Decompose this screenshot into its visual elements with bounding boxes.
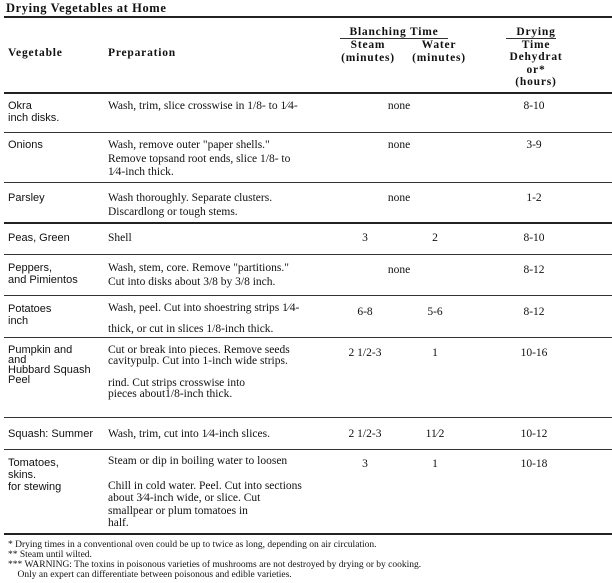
header-rule <box>4 92 612 94</box>
preparation-cell: Wash, stem, core. Remove "partitions." Cut into disks about 3/8 by 3/8 inch. <box>108 262 289 288</box>
page-title: Drying Vegetables at Home <box>6 1 167 15</box>
blanching-none-cell: none <box>387 139 411 151</box>
steam-minutes-cell: 6-8 <box>357 306 373 318</box>
drying-underline <box>506 38 556 39</box>
vegetable-cell: Squash: Summer <box>8 428 93 440</box>
header-water: Water (minutes) <box>412 39 466 64</box>
row-divider <box>4 337 612 338</box>
vegetable-cell: Parsley <box>8 192 45 204</box>
steam-minutes-cell: 3 <box>362 458 368 470</box>
vegetable-cell: Okra inch disks. <box>8 100 60 124</box>
row-divider <box>4 182 612 183</box>
preparation-cell: Wash, trim, cut into 1⁄4-inch slices. <box>108 428 270 440</box>
header-blanching-time: Blanching Time <box>349 26 439 38</box>
water-minutes-cell: 1 <box>432 347 438 359</box>
row-divider <box>4 295 612 296</box>
table-bottom-rule <box>4 533 612 535</box>
blanching-none-cell: none <box>387 100 411 112</box>
row-divider <box>4 132 612 133</box>
footnote-drying-times: * Drying times in a conventional oven could be up to twice as long, depending on air circulation. <box>8 540 377 550</box>
preparation-cell: Cut or break into pieces. Remove seeds cavitypulp. Cut into 1-inch wide strips. rind. Cut strips crosswise into pieces about1/8-inch thick. <box>108 344 290 400</box>
title-rule <box>4 16 612 18</box>
water-minutes-cell: 1 <box>432 458 438 470</box>
drying-time-cell: 10-12 <box>520 428 548 440</box>
header-preparation: Preparation <box>108 47 176 59</box>
row-divider <box>4 222 612 224</box>
drying-time-cell: 3-9 <box>526 139 542 151</box>
preparation-cell: Wash thoroughly. Separate clusters. Discardlong or tough stems. <box>108 192 273 218</box>
water-minutes-cell: 5-6 <box>427 306 443 318</box>
header-steam: Steam (minutes) <box>341 39 395 64</box>
drying-time-cell: 8-12 <box>523 264 545 276</box>
vegetable-cell: Onions <box>8 139 43 151</box>
footnote-warning: *** WARNING: The toxins in poisonous varieties of mushrooms are not destroyed by drying or by cooking. <box>8 560 422 570</box>
steam-minutes-cell: 2 1/2-3 <box>348 428 382 440</box>
preparation-cell: Steam or dip in boiling water to loosen Chill in cold water. Peel. Cut into sections about 3⁄4-inch wide, or slice. Cut smallpear or plum tomatoes in half. <box>108 455 302 530</box>
vegetable-cell: Tomatoes, skins. for stewing <box>8 457 62 493</box>
preparation-cell: Shell <box>108 232 132 244</box>
vegetable-cell: Pumpkin and and Hubbard Squash Peel <box>8 344 91 386</box>
vegetable-cell: Potatoes inch <box>8 303 52 327</box>
drying-time-cell: 8-12 <box>523 306 545 318</box>
drying-time-cell: 8-10 <box>523 100 545 112</box>
preparation-cell: Wash, remove outer "paper shells." Remove topsand root ends, slice 1/8- to 1⁄4-inch thick. <box>108 139 291 178</box>
row-divider <box>4 449 612 450</box>
water-minutes-cell: 11⁄2 <box>425 428 445 440</box>
steam-minutes-cell: 2 1/2-3 <box>348 347 382 359</box>
water-minutes-cell: 2 <box>432 232 438 244</box>
header-drying-time: Drying Time Dehydrat or* (hours) <box>509 26 563 88</box>
vegetable-cell: Peppers, and Pimientos <box>8 262 78 286</box>
row-divider <box>4 254 612 255</box>
drying-time-cell: 8-10 <box>523 232 545 244</box>
drying-time-cell: 10-18 <box>520 458 548 470</box>
steam-minutes-cell: 3 <box>362 232 368 244</box>
vegetable-cell: Peas, Green <box>8 232 70 244</box>
drying-time-cell: 10-16 <box>520 347 548 359</box>
blanching-none-cell: none <box>387 264 411 276</box>
row-divider <box>4 417 612 418</box>
header-vegetable: Vegetable <box>8 47 63 59</box>
drying-time-cell: 1-2 <box>526 192 542 204</box>
blanching-none-cell: none <box>387 192 411 204</box>
preparation-cell: Wash, trim, slice crosswise in 1/8- to 1⁄4- <box>108 100 298 112</box>
footnote-warning-cont: Only an expert can differentiate between poisonous and edible varieties. <box>8 570 292 580</box>
footnote-steam: ** Steam until wilted. <box>8 550 92 560</box>
preparation-cell: Wash, peel. Cut into shoestring strips 1⁄4- thick, or cut in slices 1/8-inch thick. <box>108 302 300 335</box>
